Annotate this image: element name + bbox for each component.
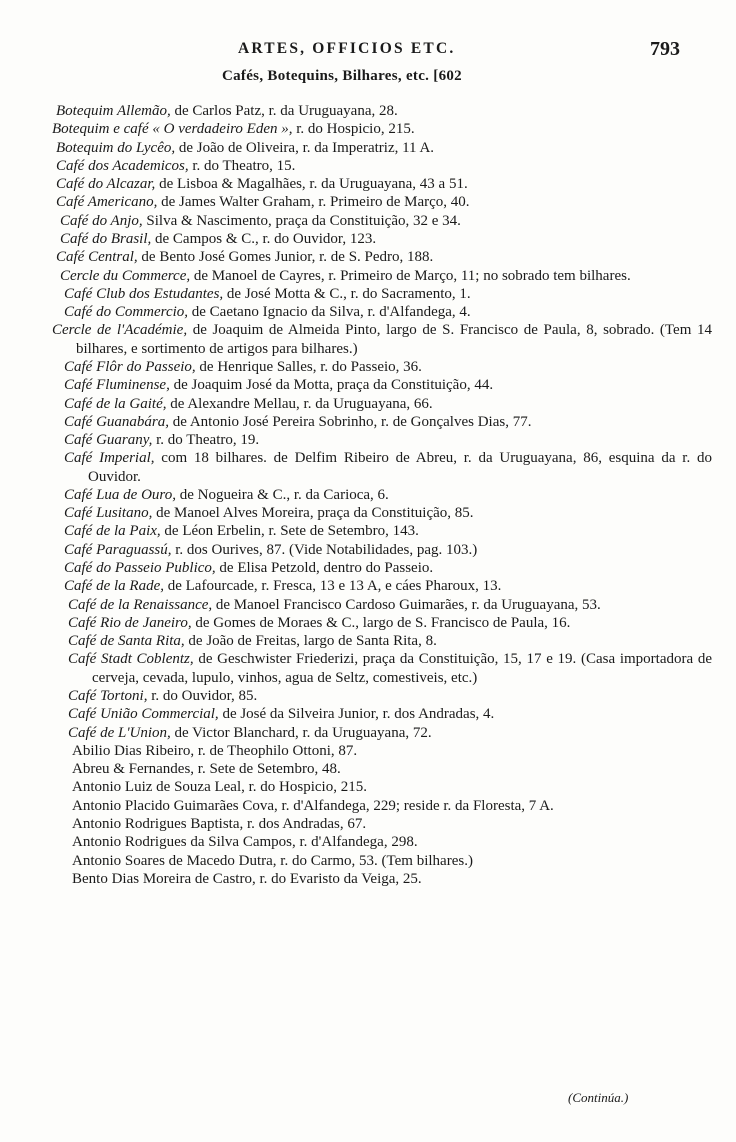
entry-details: Antonio Rodrigues da Silva Campos, r. d'Alfandega, 298. (72, 834, 418, 851)
directory-entry (56, 248, 712, 266)
directory-entry (68, 687, 712, 705)
entry-details: com 18 bilhares. de Delfim Ribeiro de Abreu, r. da Uruguayana, 86, esquina da r. do Ouvidor. (88, 450, 712, 485)
establishment-name: Café de la Renaissance, (68, 596, 213, 613)
directory-entry (52, 120, 712, 138)
entry-details: de Manoel de Cayres, r. Primeiro de Março, 11; no sobrado tem bilhares. (190, 267, 631, 284)
directory-entry (64, 559, 712, 577)
directory-entry (56, 139, 712, 157)
entry-details: r. do Theatro, 19. (152, 432, 260, 449)
page-number: 793 (650, 38, 680, 60)
entry-details: r. dos Ourives, 87. (Vide Notabilidades, pag. 103.) (171, 541, 478, 558)
establishment-name: Café do Passeio Publico, (64, 560, 216, 577)
establishment-name: Café de la Paix, (64, 523, 161, 540)
entry-details: de Caetano Ignacio da Silva, r. d'Alfandega, 4. (188, 304, 471, 321)
directory-entry (64, 358, 712, 376)
directory-entry (64, 395, 712, 413)
entry-details: de Manoel Francisco Cardoso Guimarães, r. da Uruguayana, 53. (212, 596, 601, 613)
directory-entry (56, 157, 712, 175)
entry-details: r. do Hospicio, 215. (292, 121, 415, 138)
directory-entry (72, 778, 712, 796)
directory-entry (60, 267, 712, 285)
entry-details: de Alexandre Mellau, r. da Uruguayana, 66. (166, 395, 433, 412)
entry-details: de João de Oliveira, r. da Imperatriz, 11 A. (175, 139, 435, 156)
entry-details: de Bento José Gomes Junior, r. de S. Pedro, 188. (137, 249, 434, 266)
establishment-name: Cercle du Commerce, (60, 267, 191, 284)
entry-details: Antonio Soares de Macedo Dutra, r. do Carmo, 53. (Tem bilhares.) (72, 852, 473, 869)
establishment-name: Café de la Gaité, (64, 395, 167, 412)
directory-entry (68, 614, 712, 632)
directory-entry (64, 303, 712, 321)
entry-details: Antonio Rodrigues Baptista, r. dos Andradas, 67. (72, 815, 367, 832)
section-title: ARTES, OFFICIOS ETC. (238, 40, 456, 57)
entry-details: de João de Freitas, largo de Santa Rita, 8. (184, 633, 437, 650)
establishment-name: Café do Brasil, (60, 230, 152, 247)
entry-details: de José da Silveira Junior, r. dos Andradas, 4. (218, 706, 495, 723)
entry-details: Abreu & Fernandes, r. Sete de Setembro, 48. (72, 761, 341, 778)
entry-details: de Henrique Salles, r. do Passeio, 36. (195, 358, 422, 375)
directory-entry (60, 230, 712, 248)
running-head (0, 36, 736, 66)
entry-details: Antonio Luiz de Souza Leal, r. do Hospicio, 215. (72, 779, 367, 796)
directory-entry (52, 321, 712, 358)
entry-details: r. do Theatro, 15. (188, 157, 296, 174)
directory-entry (72, 760, 712, 778)
entry-details: de Gomes de Moraes & C., largo de S. Francisco de Paula, 16. (191, 614, 571, 631)
directory-entry (72, 797, 712, 815)
directory-entry (56, 175, 712, 193)
entry-details: Silva & Nascimento, praça da Constituição, 32 e 34. (142, 212, 461, 229)
establishment-name: Botequim Allemão, (56, 103, 171, 119)
directory-entry (64, 376, 712, 394)
directory-entry (64, 577, 712, 595)
entry-details: de Manoel Alves Moreira, praça da Constituição, 85. (152, 505, 474, 522)
establishment-name: Café do Commercio, (64, 304, 189, 321)
directory-entry (68, 596, 712, 614)
directory-entry (64, 522, 712, 540)
establishment-name: Café Paraguassú, (64, 541, 172, 558)
entry-details: de Victor Blanchard, r. da Uruguayana, 72. (170, 724, 432, 741)
directory-entry (72, 852, 712, 870)
entry-details: de Elisa Petzold, dentro do Passeio. (215, 560, 434, 577)
establishment-name: Café União Commercial, (68, 706, 219, 723)
directory-entry (64, 504, 712, 522)
establishment-name: Café Guarany, (64, 432, 153, 449)
establishment-name: Café do Anjo, (60, 212, 143, 229)
directory-entry (72, 815, 712, 833)
directory-entry (72, 833, 712, 851)
directory-entry (64, 449, 712, 486)
establishment-name: Botequim e café « O verdadeiro Eden », (52, 121, 293, 138)
directory-entry (56, 193, 712, 211)
establishment-name: Cercle de l'Académie, (52, 322, 188, 339)
directory-entry (68, 632, 712, 650)
establishment-name: Café Central, (56, 249, 138, 266)
establishment-name: Café do Alcazar, (56, 176, 156, 193)
directory-entry (64, 285, 712, 303)
category-heading: Cafés, Botequins, Bilhares, etc. [602 (222, 68, 462, 84)
establishment-name: Café Lua de Ouro, (64, 486, 176, 503)
establishment-name: Café Imperial, (64, 450, 155, 467)
directory-entry (64, 413, 712, 431)
establishment-name: Café de Santa Rita, (68, 633, 185, 650)
entry-details: de James Walter Graham, r. Primeiro de Março, 40. (157, 194, 470, 211)
directory-entry (64, 541, 712, 559)
directory-entries (0, 102, 736, 888)
entry-details: de Carlos Patz, r. da Uruguayana, 28. (170, 103, 398, 119)
directory-entry (56, 102, 712, 120)
entry-details: de Lisboa & Magalhães, r. da Uruguayana, 43 a 51. (155, 176, 468, 193)
entry-details: de Nogueira & C., r. da Carioca, 6. (175, 486, 389, 503)
entry-details: de Léon Erbelin, r. Sete de Setembro, 143. (160, 523, 419, 540)
entry-details: Abilio Dias Ribeiro, r. de Theophilo Ottoni, 87. (72, 742, 358, 759)
entry-details: Antonio Placido Guimarães Cova, r. d'Alfandega, 229; reside r. da Floresta, 7 A. (72, 797, 554, 814)
establishment-name: Café Stadt Coblentz, (68, 651, 194, 668)
entry-details: de Lafourcade, r. Fresca, 13 e 13 A, e cáes Pharoux, 13. (163, 578, 502, 595)
establishment-name: Café dos Academicos, (56, 157, 189, 174)
establishment-name: Café Guanabára, (64, 413, 169, 430)
entry-details: de Campos & C., r. do Ouvidor, 123. (151, 230, 377, 247)
directory-entry (60, 212, 712, 230)
establishment-name: Café Fluminense, (64, 377, 170, 394)
establishment-name: Café Americano, (56, 194, 158, 211)
directory-entry (64, 486, 712, 504)
establishment-name: Café Rio de Janeiro, (68, 614, 192, 631)
entry-details: de Joaquim José da Motta, praça da Constituição, 44. (169, 377, 494, 394)
entry-details: de José Motta & C., r. do Sacramento, 1. (223, 285, 471, 302)
entry-details: de Joaquim de Almeida Pinto, largo de S. Francisco de Paula, 8, sobrado. (Tem 14 bilhares, e sortimento de artigos para bilhares.) (76, 322, 712, 357)
establishment-name: Café de la Rade, (64, 578, 164, 595)
establishment-name: Botequim do Lycêo, (56, 139, 176, 156)
directory-entry (64, 431, 712, 449)
directory-entry (68, 705, 712, 723)
entry-details: de Geschwister Friederizi, praça da Constituição, 15, 17 e 19. (Casa importadora de cerveja, cevada, lupulo, vinhos, agua de Seltz, comestiveis, etc.) (92, 651, 712, 686)
entry-details: de Antonio José Pereira Sobrinho, r. de Gonçalves Dias, 77. (169, 413, 532, 430)
establishment-name: Café Lusitano, (64, 505, 153, 522)
continued-note: (Continúa.) (568, 1090, 629, 1105)
entry-details: r. do Ouvidor, 85. (147, 688, 258, 704)
establishment-name: Café Flôr do Passeio, (64, 358, 196, 375)
entry-details: Bento Dias Moreira de Castro, r. do Evaristo da Veiga, 25. (72, 870, 422, 887)
directory-entry (72, 742, 712, 760)
directory-entry (68, 650, 712, 687)
directory-entry (72, 870, 712, 888)
establishment-name: Café de L'Union, (68, 724, 171, 741)
establishment-name: Café Tortoni, (68, 688, 148, 704)
directory-entry (68, 724, 712, 742)
establishment-name: Café Club dos Estudantes, (64, 285, 224, 302)
